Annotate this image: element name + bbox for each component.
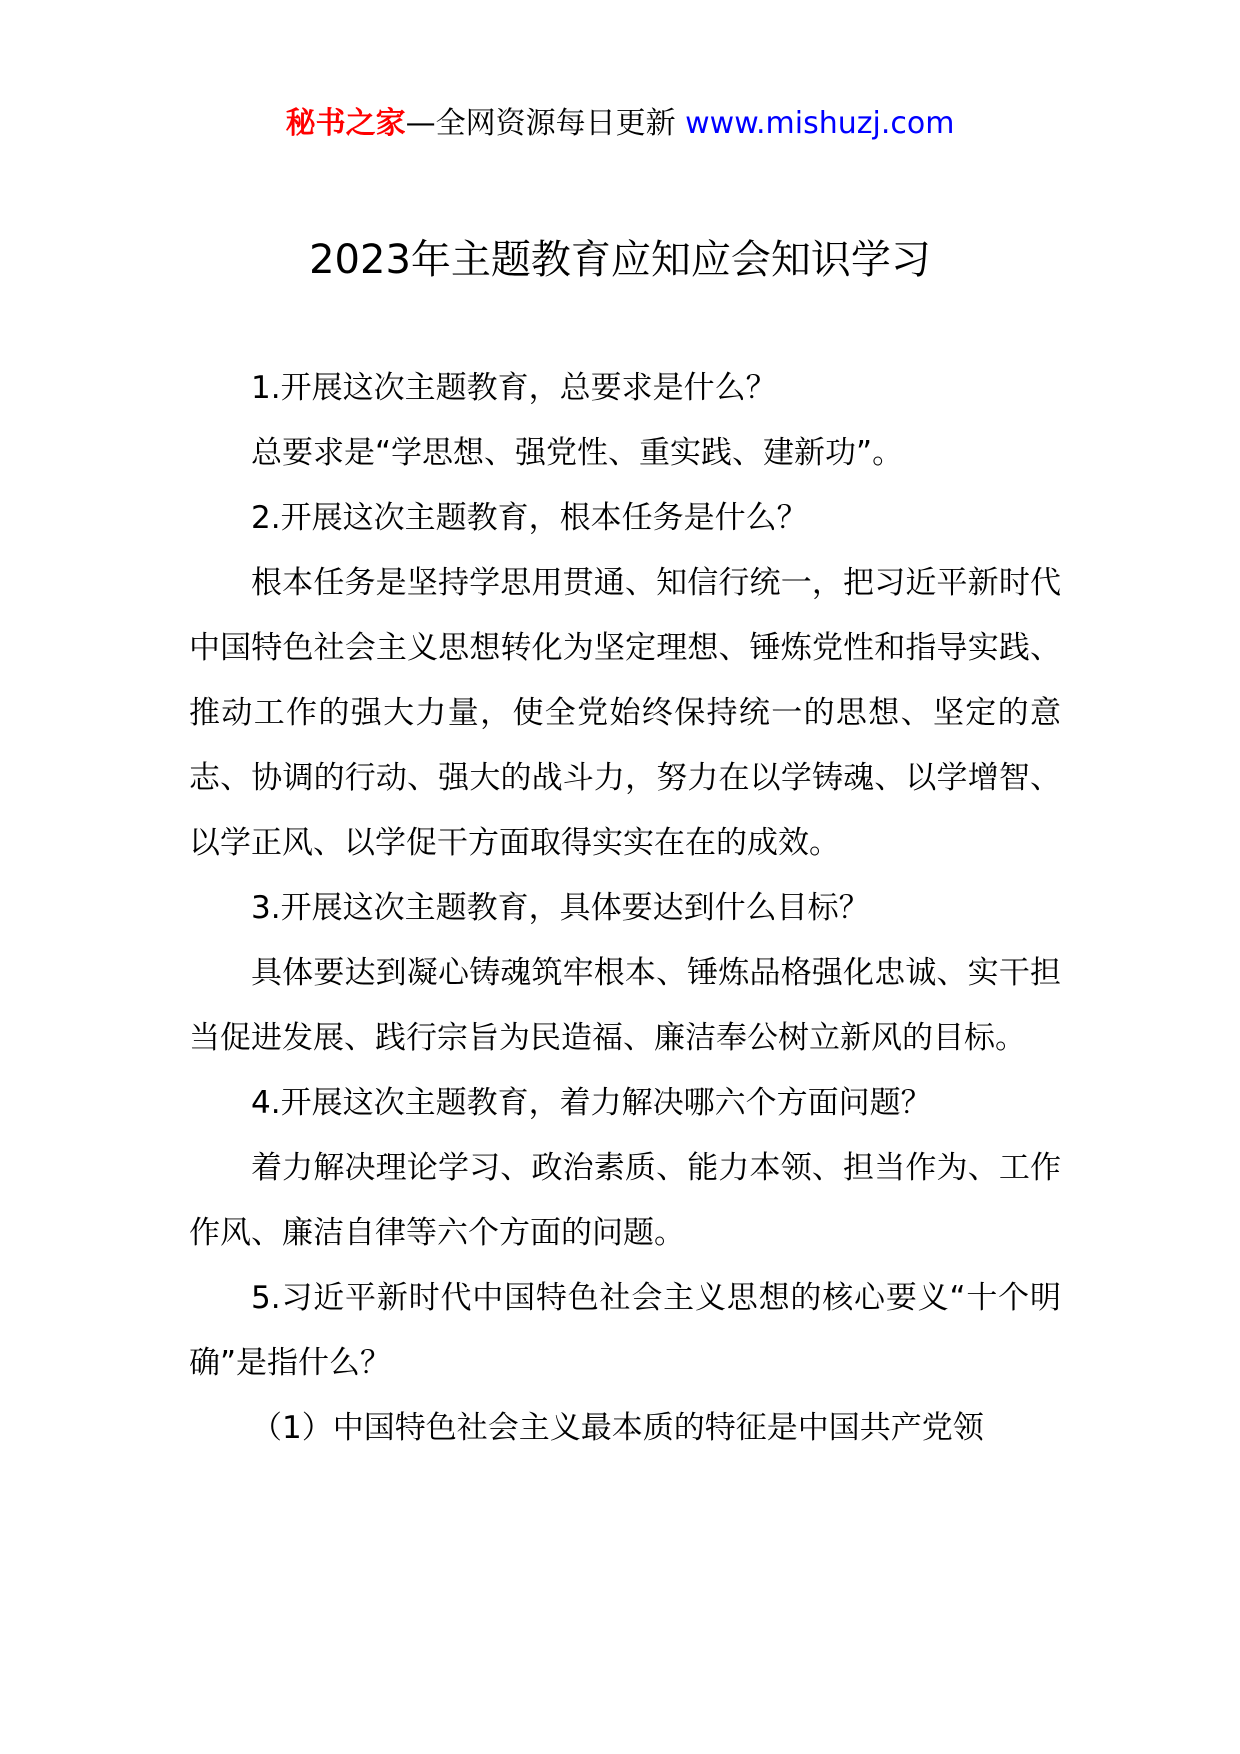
question-4: 4.开展这次主题教育，着力解决哪六个方面问题？ [251, 1085, 932, 1121]
answer-2: 根本任务是坚持学思用贯通、知信行统一，把习近平新时代中国特色社会主义思想转化为坚定理想、锤炼党性和指导实践、推动工作的强大力量，使全党始终保持统一的思想、坚定的意志、协调的行动、强大的战斗力，努力在以学铸魂、以学增智、以学正风、以学促干方面取得实实在在的成效。 [189, 565, 1061, 861]
document-body [189, 356, 1061, 1461]
question-5: 5.习近平新时代中国特色社会主义思想的核心要义“十个明确”是指什么？ [189, 1280, 1061, 1381]
answer-3: 具体要达到凝心铸魂筑牢根本、锤炼品格强化忠诚、实干担当促进发展、践行宗旨为民造福、廉洁奉公树立新风的目标。 [189, 955, 1061, 1056]
page-header [0, 100, 1240, 148]
question-2: 2.开展这次主题教育，根本任务是什么？ [251, 500, 808, 536]
header-tagline: —全网资源每日更新 [405, 106, 676, 141]
header-brand: 秘书之家 [285, 106, 406, 141]
header-url-link[interactable]: www.mishuzj.com [685, 106, 955, 141]
question-1: 1.开展这次主题教育，总要求是什么？ [251, 370, 777, 406]
answer-1: 总要求是“学思想、强党性、重实践、建新功”。 [251, 435, 904, 471]
answer-4: 着力解决理论学习、政治素质、能力本领、担当作为、工作作风、廉洁自律等六个方面的问题。 [189, 1150, 1061, 1251]
question-3: 3.开展这次主题教育，具体要达到什么目标？ [251, 890, 870, 926]
answer-5-item-1: （1）中国特色社会主义最本质的特征是中国共产党领 [251, 1410, 984, 1446]
document-title: 2023年主题教育应知应会知识学习 [309, 237, 931, 283]
